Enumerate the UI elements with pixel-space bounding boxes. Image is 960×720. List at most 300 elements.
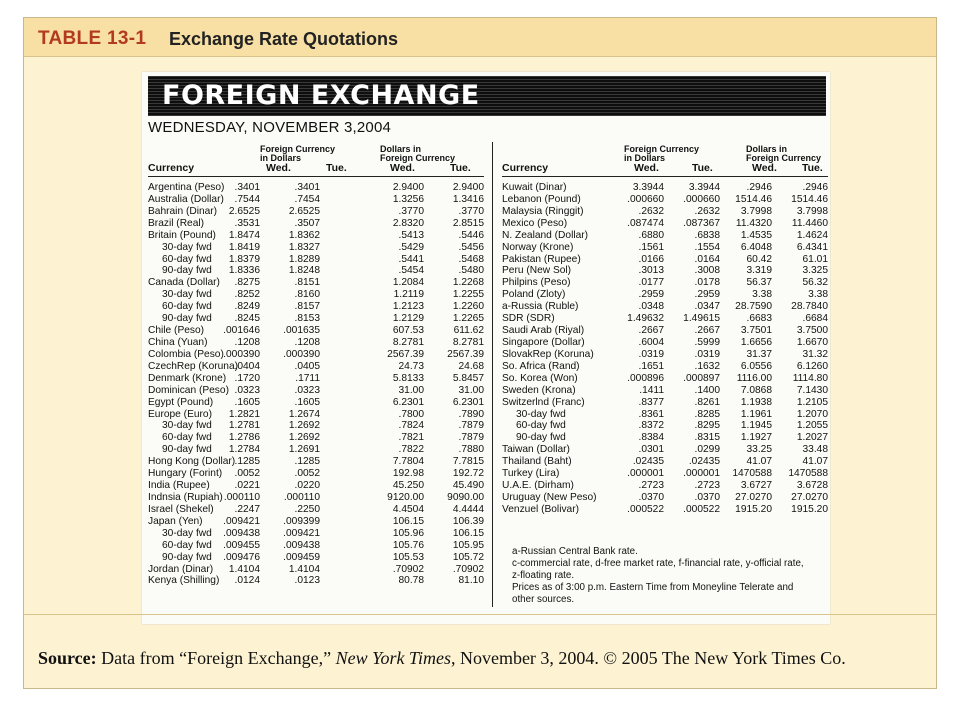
fc-tue-value: 3.3944 [688,182,720,193]
currency-name: 60-day fwd [162,301,212,313]
dollars-tue-value: 27.0270 [791,491,828,503]
left-column-header [148,142,484,177]
currency-name: Singapore (Dollar) [502,336,585,348]
fc-wed-value: .1561 [638,241,664,253]
dollars-tue-value: 1.2268 [452,277,484,289]
table-row [502,385,828,397]
table-row [502,420,828,432]
fc-tue-value: .1400 [694,384,720,396]
table-row [502,254,828,266]
dollars-tue-value: .70902 [452,563,484,575]
dollars-tue-value: .7879 [458,432,484,444]
fc-wed-value: .1411 [639,384,664,396]
dollars-tue-value: 611.62 [453,325,484,337]
fc-wed-value: .0221 [234,480,260,492]
dollars-tue-value: 2.9400 [452,182,484,193]
dollars-tue-value: 33.48 [802,444,828,456]
currency-name: 90-day fwd [162,313,212,325]
fc-header-line2: in Dollars [260,153,302,163]
table-row [148,361,484,373]
dollars-wed-value: 105.96 [392,527,424,539]
dollars-tue-value: 4.4444 [452,503,484,515]
dollars-tue-value: 7.1430 [796,384,828,396]
table-row [502,301,828,313]
fc-tue-value: .1605 [294,396,320,408]
table-row [148,504,484,516]
dollars-wed-value: 6.4048 [740,241,772,253]
dollars-tue-value: 81.10 [458,575,484,587]
table-row [502,409,828,421]
fc-tue-value: .0347 [694,301,720,313]
newspaper-clipping [142,72,830,624]
divider [24,614,936,615]
dollars-tue-value: 1.3416 [452,193,484,205]
tue-header: Tue. [802,162,823,174]
dollars-wed-value: .5413 [398,229,424,241]
currency-name: Poland (Zloty) [502,289,566,301]
fc-wed-value: .6004 [638,336,664,348]
fc-tue-value: .1208 [294,336,320,348]
fc-tue-value: .0299 [694,444,720,456]
fc-wed-value: .0370 [638,491,664,503]
table-row [502,468,828,480]
wed-header: Wed. [634,162,659,174]
currency-name: Sweden (Krona) [502,384,576,396]
currency-name: Philpins (Peso) [502,277,571,289]
fc-wed-value: 1.8336 [228,265,260,277]
currency-name: Mexico (Peso) [502,217,568,229]
fc-tue-value: 1.8327 [288,241,320,253]
table-row [148,528,484,540]
fc-wed-value: .02435 [632,456,664,468]
currency-name: Britain (Pound) [148,229,216,241]
dollars-tue-value: .6684 [802,313,828,325]
fc-tue-value: .8153 [294,313,320,325]
source-text-end: , November 3, 2004. © 2005 The New York Times Co. [450,648,846,668]
dollars-tue-value: .3770 [458,205,484,217]
dollars-tue-value: 28.7840 [791,301,828,313]
table-row [502,289,828,301]
currency-name: Saudi Arab (Riyal) [502,325,585,337]
dollars-tue-value: 45.490 [452,480,484,492]
dollars-wed-value: 3.319 [746,265,772,277]
dollars-tue-value: .5468 [458,253,484,265]
dollars-tue-value: 31.32 [802,348,828,360]
dollars-wed-value: .3770 [398,205,424,217]
tue-header: Tue. [450,162,471,174]
fc-wed-value: .2723 [638,480,664,492]
currency-name: Indnsia (Rupiah) [148,491,223,503]
dollars-wed-value: 105.53 [392,551,424,563]
fc-wed-value: .8252 [234,289,260,301]
fc-tue-value: 1.49615 [683,313,720,325]
dollars-tue-value: 3.6728 [796,480,828,492]
right-column-header [502,142,828,177]
fc-wed-value: .1651 [638,360,664,372]
dollars-tue-value: 1514.46 [791,193,828,205]
fc-wed-value: .009438 [223,527,260,539]
currency-name: 30-day fwd [162,289,212,301]
dollars-wed-value: 3.38 [752,289,772,301]
currency-name: Switzerlnd (Franc) [502,396,585,408]
dollars-tue-value: 41.07 [802,456,828,468]
fc-tue-value: .009459 [283,551,320,563]
fc-tue-value: .0370 [694,491,720,503]
currency-name: Pakistan (Rupee) [502,253,581,265]
table-row [502,218,828,230]
fc-wed-value: .009476 [223,551,260,563]
fc-tue-value: 1.8248 [288,265,320,277]
fc-tue-value: .8285 [694,408,720,420]
fc-wed-value: .2632 [638,205,664,217]
currency-name: 30-day fwd [162,241,212,253]
dollars-tue-value: 1915.20 [791,503,828,515]
dollars-wed-value: .5454 [398,265,424,277]
fc-tue-value: .2632 [694,205,720,217]
left-rate-column [148,142,484,587]
dollars-header-line1: Dollars in [380,144,422,154]
dollars-tue-value: 1.2255 [452,289,484,301]
dollars-wed-value: .7824 [398,420,424,432]
dollars-tue-value: 5.8457 [452,372,484,384]
currency-name: Chile (Peso) [148,325,205,337]
table-row [502,397,828,409]
source-citation [38,648,846,669]
table-row [148,492,484,504]
fc-tue-value: 1.2691 [288,444,320,456]
table-row [502,182,828,194]
dollars-wed-value: 11.4320 [735,217,772,229]
dollars-wed-value: .5429 [398,241,424,253]
fc-wed-value: .1285 [234,456,260,468]
table-row [148,206,484,218]
table-row [502,265,828,277]
dollars-tue-value: 106.39 [452,515,484,527]
dollars-wed-value: 28.7590 [735,301,772,313]
currency-name: Lebanon (Pound) [502,193,581,205]
dollars-wed-value: 56.37 [746,277,772,289]
table-row [148,409,484,421]
fc-wed-value: .1720 [234,372,260,384]
fc-wed-value: .0301 [638,444,664,456]
dollars-wed-value: 6.0556 [740,360,772,372]
dollars-tue-value: 3.7998 [796,205,828,217]
dollars-wed-value: 4.4504 [392,503,424,515]
fc-tue-value: 2.6525 [288,205,320,217]
fc-tue-value: .7454 [294,193,320,205]
fc-tue-value: 1.2674 [288,408,320,420]
table-row [148,420,484,432]
currency-name: So. Korea (Won) [502,372,578,384]
currency-name: Brazil (Real) [148,217,205,229]
footnote-line: z-floating rate. [512,570,575,581]
table-row [148,373,484,385]
currency-name: 60-day fwd [162,539,212,551]
dollars-tue-value: 6.4341 [796,241,828,253]
fc-wed-value: 1.49632 [627,313,664,325]
fc-tue-value: .1554 [694,241,720,253]
fc-tue-value: .8157 [294,301,320,313]
dollars-tue-value: 1.6670 [796,336,828,348]
table-title: Exchange Rate Quotations [169,29,399,49]
dollars-tue-value: 31.00 [458,384,484,396]
fc-tue-value: .2959 [694,289,720,301]
fc-tue-value: .009438 [283,539,320,551]
table-title-bar [24,18,936,57]
currency-name: Japan (Yen) [148,515,203,527]
fc-tue-value: .000390 [283,348,320,360]
currency-name: Israel (Shekel) [148,503,214,515]
table-row [502,206,828,218]
currency-name: U.A.E. (Dirham) [502,480,574,492]
table-row [148,182,484,194]
fc-wed-value: .8275 [234,277,260,289]
fc-wed-value: 1.2781 [228,420,260,432]
currency-name: India (Rupee) [148,480,210,492]
table-row [148,575,484,587]
currency-name: 90-day fwd [162,444,212,456]
fc-tue-value: .000001 [683,468,720,480]
fc-wed-value: 1.2784 [228,444,260,456]
fc-wed-value: 1.8419 [228,241,260,253]
dollars-tue-value: 1.2070 [796,408,828,420]
fc-tue-value: .1711 [295,372,320,384]
table-row [148,480,484,492]
dollars-wed-value: 192.98 [392,468,424,480]
currency-header: Currency [148,162,195,174]
table-row [148,313,484,325]
source-publication: New York Times [335,648,451,668]
fc-wed-value: .0323 [234,384,260,396]
fc-wed-value: .2247 [234,503,260,515]
fc-tue-value: .000522 [683,503,720,515]
dollars-wed-value: .70902 [392,563,424,575]
dollars-tue-value: 105.72 [452,551,484,563]
dollars-tue-value: 6.2301 [452,396,484,408]
fc-wed-value: .2959 [638,289,664,301]
table-row [502,242,828,254]
dollars-wed-value: 1.2129 [392,313,424,325]
fc-tue-value: .2667 [694,325,720,337]
fc-wed-value: 1.4104 [228,563,260,575]
fc-tue-value: .0052 [294,468,320,480]
source-text: Data from “Foreign Exchange,” [96,648,336,668]
right-rate-column [502,142,828,516]
tue-header: Tue. [326,162,347,174]
fc-tue-value: .1285 [294,456,320,468]
fc-wed-value: .0166 [638,253,664,265]
fc-wed-value: 1.8379 [228,253,260,265]
footnote-line: c-commercial rate, d-free market rate, f-financial rate, y-official rate, [512,558,804,569]
dollars-tue-value: 1.4624 [796,229,828,241]
dollars-wed-value: 33.25 [746,444,772,456]
dateline: WEDNESDAY, NOVEMBER 3,2004 [148,119,392,136]
dollars-wed-value: 3.7998 [740,205,772,217]
dollars-tue-value: 3.7500 [796,325,828,337]
dollars-header-line1: Dollars in [746,144,788,154]
dollars-tue-value: 1.2260 [452,301,484,313]
fc-wed-value: .3531 [234,217,260,229]
fc-wed-value: .000896 [627,372,664,384]
currency-name: Malaysia (Ringgit) [502,205,584,217]
dollars-wed-value: 41.07 [746,456,772,468]
fc-tue-value: .0164 [694,253,720,265]
table-row [148,218,484,230]
table-row [148,397,484,409]
currency-name: SDR (SDR) [502,313,555,325]
fc-wed-value: .0124 [234,575,260,587]
fc-tue-value: .02435 [688,456,720,468]
fc-tue-value: .000897 [683,372,720,384]
table-row [148,468,484,480]
dollars-wed-value: .5441 [398,253,424,265]
dollars-tue-value: 2567.39 [447,348,484,360]
dollars-tue-value: 3.325 [802,265,828,277]
dollars-tue-value: 1.2105 [796,396,828,408]
fc-wed-value: .0319 [638,348,664,360]
currency-name: 60-day fwd [516,420,566,432]
dollars-wed-value: 5.8133 [392,372,424,384]
currency-name: CzechRep (Koruna) [148,360,239,372]
fc-tue-value: .0405 [294,360,320,372]
table-row [148,325,484,337]
table-row [148,289,484,301]
table-row [148,540,484,552]
currency-name: a-Russia (Ruble) [502,301,579,313]
fc-wed-value: .2667 [638,325,664,337]
table-row [502,277,828,289]
source-label: Source: [38,648,97,668]
fc-tue-value: .8315 [694,432,720,444]
fc-tue-value: .009399 [283,515,320,527]
fc-wed-value: .000110 [223,491,260,503]
table-row [502,349,828,361]
table-row [502,480,828,492]
wed-header: Wed. [266,162,291,174]
fc-tue-value: .0178 [694,277,720,289]
dollars-wed-value: 1915.20 [735,503,772,515]
currency-header: Currency [502,162,549,174]
dollars-wed-value: 80.78 [398,575,424,587]
currency-name: Australia (Dollar) [148,193,224,205]
currency-name: 90-day fwd [162,551,212,563]
fc-wed-value: 3.3944 [632,182,664,193]
fc-header-line1: Foreign Currency [624,144,700,154]
right-rate-rows [502,177,828,516]
fc-wed-value: .000001 [627,468,664,480]
currency-name: 30-day fwd [162,420,212,432]
fc-wed-value: .8377 [638,396,664,408]
table-row [502,313,828,325]
dollars-wed-value: 1.4535 [740,229,772,241]
dollars-wed-value: 3.7501 [740,325,772,337]
dollars-wed-value: .2946 [746,182,772,193]
fc-wed-value: .0348 [638,301,664,313]
dollars-wed-value: 31.00 [398,384,424,396]
dollars-wed-value: 8.2781 [392,336,424,348]
fc-wed-value: .8249 [234,301,260,313]
dollars-wed-value: 7.0868 [740,384,772,396]
fc-tue-value: 1.4104 [288,563,320,575]
footnote-line: other sources. [512,594,575,605]
dollars-tue-value: 7.7815 [452,456,484,468]
fc-header-line2: in Dollars [624,153,666,163]
fc-tue-value: .3401 [294,182,320,193]
table-row [502,492,828,504]
dollars-wed-value: 31.37 [746,348,772,360]
footnote-line: a-Russian Central Bank rate. [512,546,638,557]
fc-wed-value: .8245 [234,313,260,325]
dollars-header-line2: Foreign Currency [380,153,456,163]
dollars-wed-value: 1514.46 [735,193,772,205]
fc-tue-value: .0319 [694,348,720,360]
dollars-tue-value: 2.8515 [452,217,484,229]
dollars-wed-value: 60.42 [746,253,772,265]
fc-tue-value: .2250 [294,503,320,515]
dollars-wed-value: 1.6656 [740,336,772,348]
fc-wed-value: .6880 [638,229,664,241]
dollars-tue-value: 1.2027 [796,432,828,444]
currency-name: Venzuel (Bolivar) [502,503,580,515]
table-row [502,230,828,242]
fc-tue-value: .6838 [694,229,720,241]
table-row [502,444,828,456]
currency-name: 90-day fwd [516,432,566,444]
table-frame [23,17,937,689]
fc-tue-value: .2723 [694,480,720,492]
fc-tue-value: 1.2692 [288,432,320,444]
table-row [148,265,484,277]
fc-tue-value: .5999 [694,336,720,348]
currency-name: Norway (Krone) [502,241,574,253]
dollars-tue-value: .5456 [458,241,484,253]
footnotes [512,546,828,606]
dollars-wed-value: 1.3256 [392,193,424,205]
table-row [502,456,828,468]
dollars-tue-value: 105.95 [452,539,484,551]
currency-name: Kuwait (Dinar) [502,182,567,193]
dollars-wed-value: 6.2301 [392,396,424,408]
table-row [148,456,484,468]
table-row [148,552,484,564]
dollars-wed-value: .7821 [398,432,424,444]
dollars-tue-value: .7890 [458,408,484,420]
fc-tue-value: .8261 [694,396,720,408]
fc-wed-value: .087474 [627,217,664,229]
table-row [502,373,828,385]
table-row [148,337,484,349]
dollars-wed-value: 607.53 [392,325,424,337]
dollars-tue-value: 1470588 [788,468,828,480]
dollars-wed-value: 2.8320 [392,217,424,229]
fc-wed-value: .0177 [638,277,664,289]
fc-tue-value: .3008 [694,265,720,277]
currency-name: Denmark (Krone) [148,372,227,384]
table-row [148,444,484,456]
wed-header: Wed. [390,162,415,174]
fc-wed-value: .000390 [223,348,260,360]
fc-wed-value: .8361 [638,408,664,420]
table-row [502,361,828,373]
fc-wed-value: .3401 [234,182,260,193]
table-row [502,194,828,206]
currency-name: SlovakRep (Koruna) [502,348,594,360]
fc-tue-value: .1632 [694,360,720,372]
fc-wed-value: .000522 [627,503,664,515]
fc-wed-value: .0052 [234,468,260,480]
dollars-wed-value: 2.9400 [392,182,424,193]
table-row [148,432,484,444]
